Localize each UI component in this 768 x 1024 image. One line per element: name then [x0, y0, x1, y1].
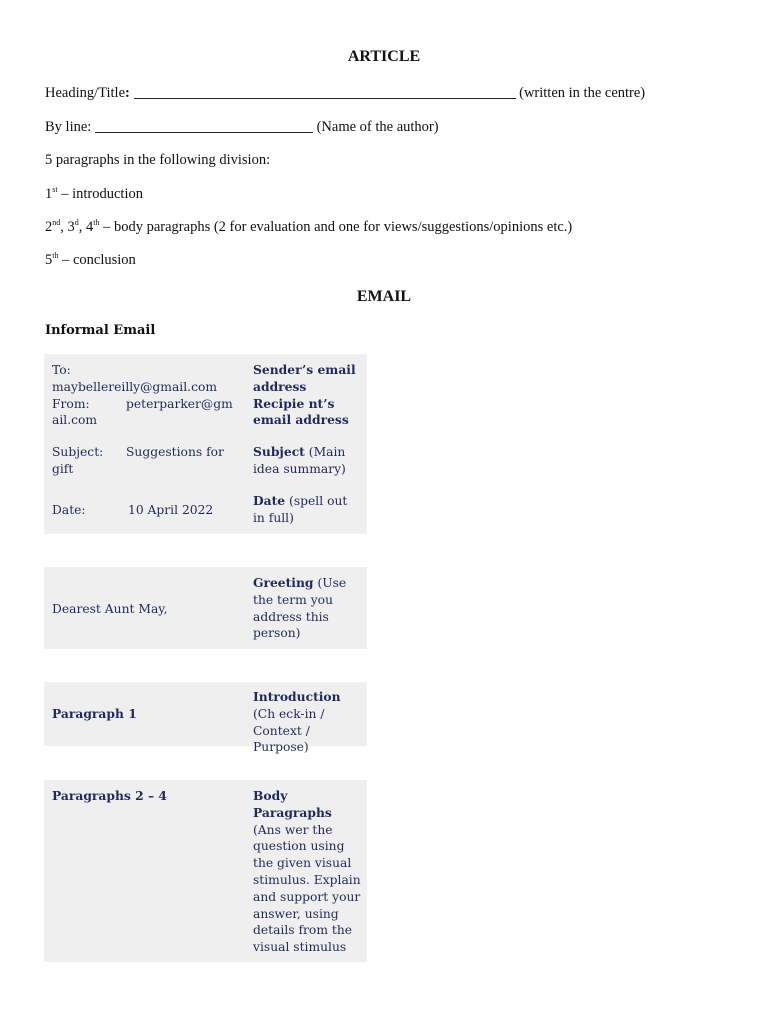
- p4-num: , 4: [78, 219, 94, 235]
- note-subject-bold: Subject: [253, 444, 305, 460]
- paragraphs-2-4-label: Paragraphs 2 – 4: [52, 788, 167, 803]
- from-value: peterparker@gm: [126, 396, 233, 411]
- greeting-text: Dearest Aunt May,: [52, 602, 168, 616]
- note-date: [253, 493, 361, 527]
- p3-num: , 3: [60, 219, 75, 235]
- title-blank: [134, 86, 516, 99]
- title-label: Heading/Title: [45, 85, 126, 101]
- note-subject-rest: (Main idea summary): [253, 445, 346, 476]
- subject-row: [52, 444, 242, 461]
- from-row: [52, 396, 242, 413]
- email-header-box: [44, 354, 367, 534]
- date-label: Date:: [52, 502, 86, 517]
- subject-value: Suggestions for: [126, 445, 224, 460]
- paragraph-1-note: [253, 689, 361, 756]
- paragraph-1-note-rest: (Ch eck-in / Context / Purpose): [253, 706, 325, 755]
- to-value: maybellereilly@gmail.com: [52, 379, 218, 394]
- p1-sup: st: [52, 185, 58, 194]
- paragraph-1-note-bold: Introduction: [253, 689, 341, 704]
- paragraphs-intro: 5 paragraphs in the following division:: [45, 152, 271, 168]
- paragraphs-2-4-note-bold: Body Paragraphs: [253, 788, 332, 820]
- p1-text: – introduction: [57, 186, 143, 202]
- p5-text: – conclusion: [58, 252, 136, 268]
- byline-line: [45, 119, 439, 136]
- title-note: (written in the centre): [519, 85, 646, 101]
- paragraph-1-box: [44, 682, 367, 755]
- note-date-bold: Date: [253, 492, 286, 508]
- date-row: [52, 502, 242, 519]
- subject-label: Subject:: [52, 445, 104, 460]
- to-label: To:: [52, 363, 71, 377]
- byline-blank: [95, 120, 313, 133]
- byline-label: By line:: [45, 119, 92, 135]
- paragraph-2-4-line: [45, 219, 572, 236]
- title-colon: :: [125, 85, 130, 101]
- from-label: From:: [52, 396, 90, 411]
- greeting-note-rest: (Use the term you address this person): [253, 576, 347, 641]
- byline-note: (Name of the author): [316, 119, 439, 135]
- p2-sup: nd: [52, 218, 61, 227]
- paragraph-1-line: [45, 186, 143, 203]
- paragraphs-2-4-note: [253, 788, 361, 956]
- header-notes: [253, 362, 361, 526]
- note-addresses: Sender’s email address Recipie nt’s email address: [253, 362, 356, 428]
- p5-num: 5: [45, 252, 53, 268]
- p5-sup: th: [52, 251, 59, 260]
- title-line: [45, 85, 645, 102]
- header-fields: [52, 362, 242, 519]
- email-heading: EMAIL: [356, 288, 412, 305]
- article-heading: ARTICLE: [347, 48, 421, 65]
- note-subject: [253, 444, 361, 478]
- p2-num: 2: [45, 219, 53, 235]
- date-value: 10 April 2022: [128, 502, 214, 517]
- subject-value-cont: gift: [52, 461, 74, 476]
- p4-sup: th: [93, 218, 100, 227]
- greeting-note-bold: Greeting: [253, 575, 314, 590]
- greeting-box: [44, 567, 367, 649]
- informal-email-subheading: Informal Email: [45, 323, 156, 338]
- paragraphs-2-4-note-rest: (Ans wer the question using the given visual stimulus. Explain and support your answer, using details from the visual stimulus: [253, 822, 361, 955]
- paragraph-1-label: Paragraph 1: [52, 706, 137, 721]
- from-value-cont: ail.com: [52, 413, 98, 428]
- paragraphs-2-4-box: [44, 780, 367, 962]
- greeting-note: [253, 575, 361, 642]
- paragraph-5-line: [45, 252, 136, 269]
- p3-sup: d: [74, 218, 79, 227]
- note-date-rest: (spell out in full): [253, 493, 348, 525]
- p234-text: – body paragraphs (2 for evaluation and one for views/suggestions/opinions etc.): [99, 219, 573, 235]
- p1-num: 1: [45, 186, 53, 202]
